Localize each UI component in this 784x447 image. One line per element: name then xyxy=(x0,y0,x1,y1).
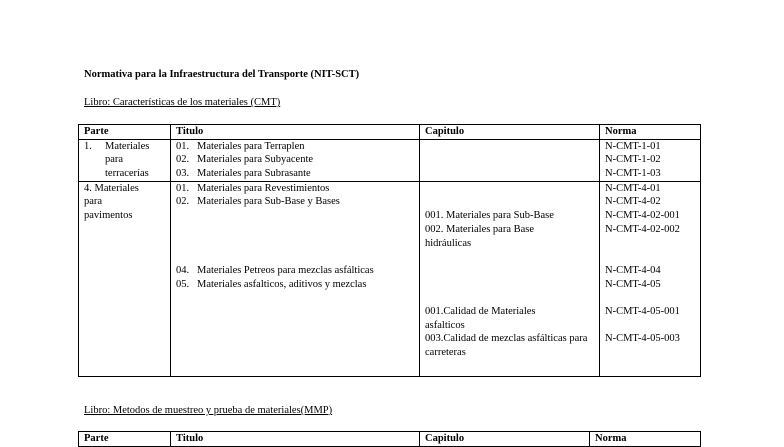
parte-number: 1. xyxy=(84,140,92,152)
titulo-text: Materiales para Subrasante xyxy=(197,168,311,180)
header-norma: Norma xyxy=(590,432,701,447)
parte-text: para xyxy=(105,154,124,166)
capitulo-cell xyxy=(420,181,600,376)
titulo-number: 02. xyxy=(176,154,190,166)
norma-code: N-CMT-4-04 xyxy=(605,264,661,276)
capitulo-text: 001.Calidad de Materiales asfalticos xyxy=(425,305,536,331)
titulo-number: 04. xyxy=(176,264,190,276)
capitulo-text: 002. Materiales para Base hidráulicas xyxy=(425,223,535,249)
parte-cell xyxy=(79,181,171,376)
parte-text: Materiales xyxy=(105,140,150,152)
norma-cell xyxy=(600,139,701,181)
norma-code: N-CMT-4-02 xyxy=(605,196,661,208)
titulo-text: Materiales asfalticos, aditivos y mezclas xyxy=(197,278,367,290)
norma-code: N-CMT-4-02-001 xyxy=(605,210,680,222)
norma-code: N-CMT-4-05 xyxy=(605,278,661,290)
titulo-number: 01. xyxy=(176,182,190,194)
document-title: Normativa para la Infraestructura del Transporte (NIT-SCT) xyxy=(84,69,360,80)
header-norma: Norma xyxy=(600,125,701,140)
mmp-table xyxy=(78,431,701,447)
parte-text: terracerías xyxy=(105,168,149,180)
titulo-text: Materiales Petreos para mezclas asfálticas xyxy=(197,264,374,276)
parte-text: 4. Materiales xyxy=(84,182,139,194)
parte-text: para xyxy=(84,196,103,208)
cmt-table xyxy=(78,124,701,377)
libro-mmp-heading: Libro: Metodos de muestreo y prueba de materiales(MMP) xyxy=(84,405,333,416)
norma-code: N-CMT-1-03 xyxy=(605,168,661,180)
table-row xyxy=(79,181,701,376)
titulo-text: Materiales para Revestimientos xyxy=(197,182,330,194)
table-header-row xyxy=(79,432,701,447)
capitulo-text: 003.Calidad de mezclas asfálticas para carreteras xyxy=(425,333,588,359)
header-capitulo: Capitulo xyxy=(420,125,600,140)
norma-code: N-CMT-4-05-001 xyxy=(605,305,680,317)
titulo-text: Materiales para Subyacente xyxy=(197,154,314,166)
titulo-cell xyxy=(171,139,420,181)
libro-cmt-heading: Libro: Características de los materiales (CMT) xyxy=(84,97,281,108)
header-titulo: Titulo xyxy=(171,125,420,140)
titulo-number: 02. xyxy=(176,196,190,208)
titulo-text: Materiales para Terraplen xyxy=(197,140,305,152)
norma-code: N-CMT-1-01 xyxy=(605,140,661,152)
titulo-number: 01. xyxy=(176,140,190,152)
titulo-text: Materiales para Sub-Base y Bases xyxy=(197,196,340,208)
header-parte: Parte xyxy=(79,432,171,447)
titulo-number: 05. xyxy=(176,278,190,290)
capitulo-text: 001. Materiales para Sub-Base xyxy=(425,210,554,222)
norma-cell xyxy=(600,181,701,376)
capitulo-cell xyxy=(420,139,600,181)
titulo-number: 03. xyxy=(176,168,190,180)
norma-code: N-CMT-1-02 xyxy=(605,154,661,166)
parte-text: pavimentos xyxy=(84,210,133,222)
header-titulo: Titulo xyxy=(171,432,420,447)
header-capitulo: Capitulo xyxy=(420,432,590,447)
header-parte: Parte xyxy=(79,125,171,140)
parte-cell xyxy=(79,139,171,181)
table-header-row xyxy=(79,125,701,140)
norma-code: N-CMT-4-01 xyxy=(605,182,661,194)
titulo-cell xyxy=(171,181,420,376)
norma-code: N-CMT-4-05-003 xyxy=(605,333,680,345)
norma-code: N-CMT-4-02-002 xyxy=(605,223,680,235)
table-row xyxy=(79,139,701,181)
